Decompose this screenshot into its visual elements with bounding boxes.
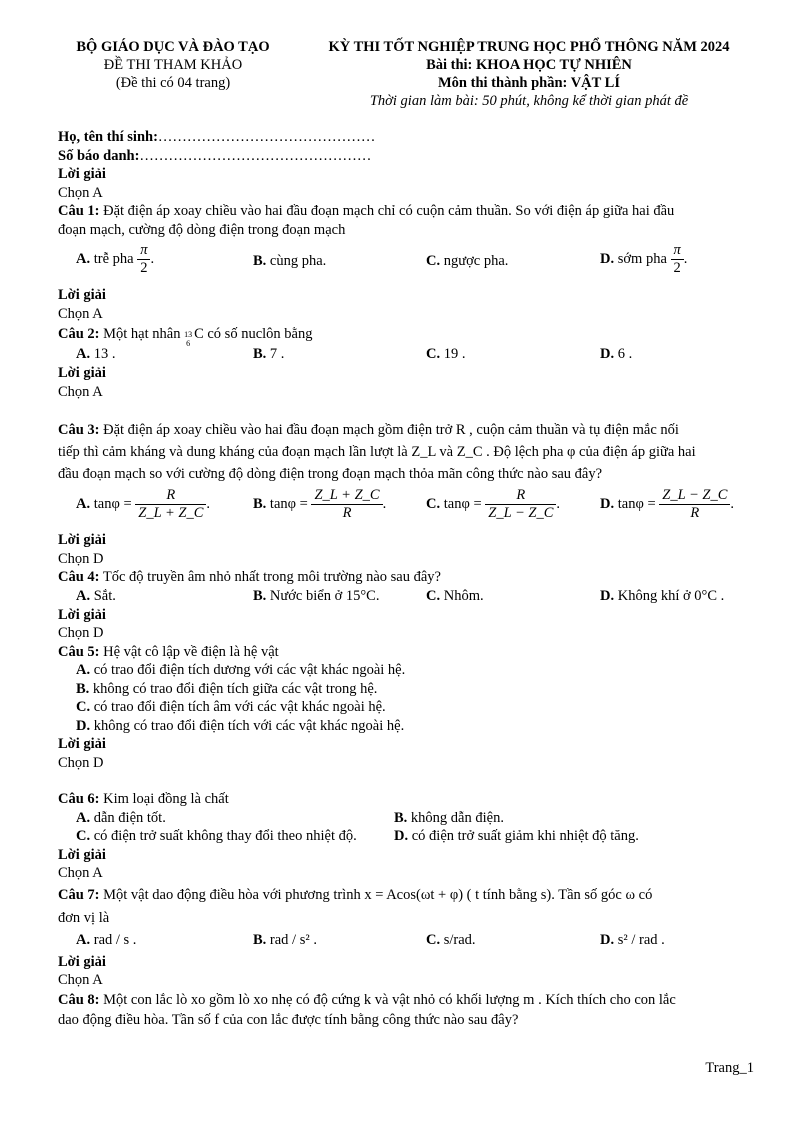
solution-label: Lời giải	[58, 166, 106, 182]
option-c: C. Nhôm.	[426, 587, 484, 604]
question-6-options-row-2	[58, 827, 752, 846]
answer-line: Chọn D	[58, 550, 104, 567]
question-text: Hệ vật cô lập về điện là hệ vật	[103, 643, 279, 660]
solution-label: Lời giải	[58, 287, 106, 303]
exam-content	[58, 128, 752, 1030]
question-number: Câu 8:	[58, 991, 100, 1008]
question-text: Một hạt nhân	[103, 326, 181, 342]
ministry-name: BỘ GIÁO DỤC VÀ ĐÀO TẠO	[76, 39, 270, 55]
answer-line: Chọn A	[58, 865, 103, 881]
exam-title: KỲ THI TỐT NGHIỆP TRUNG HỌC PHỔ THÔNG NĂM 2024	[328, 39, 730, 55]
answer-line: Chọn A	[58, 383, 103, 400]
answer-line: Chọn A	[58, 184, 103, 201]
option-a: A. tanφ = $\frac{R}{Z\_L + Z\_C}$ .	[76, 487, 211, 521]
subject-name: Môn thi thành phần: VẬT LÍ	[438, 75, 620, 91]
option-b: B. tanφ = $\frac{Z\_L + Z\_C}{R}$ .	[253, 487, 387, 521]
option-d: D. 6 .	[600, 346, 633, 362]
question-text-cont: đầu đoạn mạch so với cường độ dòng điện trong đoạn mạch thỏa mãn công thức nào sau đây?	[58, 466, 603, 482]
option-a: A. Sắt.	[76, 587, 116, 604]
option-d: D. s² / rad .	[600, 931, 665, 948]
option-c: C. có điện trở suất không thay đổi theo nhiệt độ.	[76, 828, 357, 844]
option-b: B. 7 .	[253, 346, 285, 362]
fraction: $\frac{R}{Z\_L - Z\_C}$	[485, 487, 556, 522]
question-number: Câu 1:	[58, 203, 100, 219]
question-4	[58, 568, 752, 587]
question-text: Kim loại đồng là chất	[103, 791, 229, 807]
option-d: D. có điện trở suất giảm khi nhiệt độ tăng.	[394, 828, 639, 844]
answer-line: Chọn D	[58, 625, 104, 641]
question-3	[58, 419, 752, 441]
option-c: C. s/rad.	[426, 931, 476, 948]
question-3-options	[58, 487, 752, 531]
option-c: C. có trao đổi điện tích âm với các vật khác ngoài hệ.	[76, 699, 386, 715]
reference-exam-label: ĐỀ THI THAM KHẢO	[103, 57, 243, 73]
option-a: A. rad / s .	[76, 931, 137, 948]
question-text-cont: đơn vị là	[58, 909, 110, 926]
question-6	[58, 790, 752, 809]
candidate-name-line	[58, 128, 752, 147]
question-6-options-row-1	[58, 809, 752, 828]
question-1	[58, 202, 752, 221]
exam-duration: Thời gian làm bài: 50 phút, không kể thời gian phát đề	[369, 93, 689, 109]
option-a: A. 13 .	[76, 346, 116, 362]
fraction: $\frac{\pi}{2}$	[671, 242, 684, 277]
option-c: C. ngược pha.	[426, 253, 509, 269]
option-a: A. có trao đổi điện tích dương với các vật khác ngoài hệ.	[76, 662, 406, 678]
option-d: D. không có trao đổi điện tích với các vật khác ngoài hệ.	[76, 717, 405, 734]
header-left	[58, 38, 288, 92]
question-text-cont: tiếp thì cảm kháng và dung kháng của đoạn mạch lần lượt là Z_L và Z_C . Độ lệch pha φ của điện áp giữa hai	[58, 444, 696, 460]
question-number: Câu 2:	[58, 326, 100, 342]
page-number: Trang_1	[705, 1060, 754, 1076]
option-d: D. sớm pha $\frac{\pi}{2}$ .	[600, 242, 688, 276]
fraction: $\frac{Z\_L - Z\_C}{R}$	[659, 487, 730, 522]
question-2-options	[58, 345, 752, 364]
option-c: C. 19 .	[426, 346, 466, 362]
option-b: B. rad / s² .	[253, 931, 317, 948]
option-b: B. Nước biển ở 15°C.	[253, 587, 380, 604]
solution-label: Lời giải	[58, 606, 106, 623]
option-d: D. Không khí ở 0°C .	[600, 587, 725, 604]
subject-group: Bài thi: KHOA HỌC TỰ NHIÊN	[426, 57, 632, 73]
question-number: Câu 6:	[58, 791, 100, 807]
candidate-id-line	[58, 147, 752, 166]
question-7	[58, 883, 752, 907]
question-text-cont: đoạn mạch, cường độ dòng điện trong đoạn mạch	[58, 221, 346, 238]
question-text-cont: dao động điều hòa. Tần số f của con lắc được tính bằng công thức nào sau đây?	[58, 1011, 519, 1028]
answer-line: Chọn A	[58, 972, 103, 988]
option-a: A. dẫn điện tốt.	[76, 809, 166, 826]
question-5	[58, 643, 752, 662]
header-right	[300, 38, 758, 110]
option-c: C. tanφ = $\frac{R}{Z\_L - Z\_C}$ .	[426, 487, 561, 521]
question-text: Một con lắc lò xo gồm lò xo nhẹ có độ cứng k và vật nhỏ có khối lượng m . Kích thích cho con lắc	[103, 991, 676, 1008]
question-number: Câu 5:	[58, 643, 100, 660]
solution-label: Lời giải	[58, 736, 106, 752]
option-b: B. không dẫn điện.	[394, 809, 504, 826]
question-text: Một vật dao động điều hòa với phương trình x = Acos(ωt + φ) ( t tính bằng s). Tần số góc ω có	[103, 886, 653, 903]
fraction: $\frac{R}{Z\_L + Z\_C}$	[135, 487, 206, 522]
solution-label: Lời giải	[58, 846, 106, 863]
fraction: $\frac{Z\_L + Z\_C}{R}$	[311, 487, 382, 522]
solution-label: Lời giải	[58, 532, 106, 548]
fraction: $\frac{\pi}{2}$	[137, 242, 150, 277]
option-b: B. không có trao đổi điện tích giữa các vật trong hệ.	[76, 680, 378, 697]
answer-line: Chọn A	[58, 305, 103, 322]
candidate-name-label: Họ, tên thí sinh:	[58, 129, 158, 145]
question-text: Tốc độ truyền âm nhỏ nhất trong môi trường nào sau đây?	[102, 569, 441, 585]
candidate-id-dots: …………………………………………	[139, 147, 372, 164]
question-number: Câu 7:	[58, 886, 100, 903]
solution-label: Lời giải	[58, 365, 106, 381]
question-text: Đặt điện áp xoay chiều vào hai đầu đoạn mạch gồm điện trở R , cuộn cảm thuần và tụ điện mắc nối	[103, 422, 679, 438]
question-4-options	[58, 587, 752, 606]
candidate-id-label: Số báo danh:	[58, 147, 140, 164]
question-number: Câu 3:	[58, 422, 100, 438]
question-7-options	[58, 931, 752, 953]
option-a: A. trễ pha $\frac{\pi}{2}$ .	[76, 242, 155, 276]
question-text: Đặt điện áp xoay chiều vào hai đầu đoạn mạch chỉ có cuộn cảm thuần. So với điện áp giữa hai đầu	[103, 203, 675, 219]
page-count: (Đề thi có 04 trang)	[115, 75, 231, 91]
question-2: Câu 2: Một hạt nhân 13 6 C có số nuclôn bằng	[58, 326, 313, 348]
question-1-options	[58, 242, 752, 286]
answer-line: Chọn D	[58, 754, 104, 771]
isotope-notation: 13 6	[184, 329, 193, 348]
option-d: D. tanφ = $\frac{Z\_L - Z\_C}{R}$ .	[600, 487, 735, 521]
candidate-name-dots: ………………………………………	[157, 129, 376, 145]
question-8	[58, 990, 752, 1010]
question-number: Câu 4:	[58, 569, 100, 585]
option-b: B. cùng pha.	[253, 253, 327, 269]
solution-label: Lời giải	[58, 953, 106, 970]
